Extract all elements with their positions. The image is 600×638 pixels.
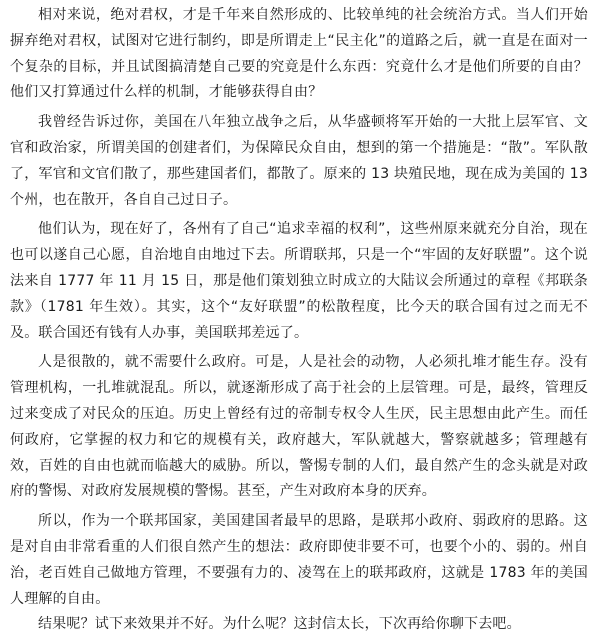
paragraph-1: 相对来说，绝对君权，才是千年来自然形成的、比较单纯的社会统治方式。当人们开始摒弃绝对君权，试图对它进行制约，即是所谓走上“民主化”的道路之后，就一直是在面对一个复杂的目标，并且试图搞清楚自己要的究竟是什么东西：究竟什么才是他们所要的自由？他们又打算通过什么样的机制，才能够获得自由？: [10, 7, 588, 101]
paragraph-6: 结果呢？试下来效果并不好。为什么呢？这封信太长，下次再给你聊下去吧。: [38, 616, 521, 633]
paragraph-3: 他们认为，现在好了，各州有了自己“追求幸福的权利”，这些州原来就充分自治，现在也可以遂自己心愿，自治地自由地过下去。所谓联邦，只是一个“牢固的友好联盟”。这个说法来自 1777 年 11 月 15 日，那是他们策划独立时成立的大陆议会所通过的章程《邦联条款》（1781 年生效）。其实，这个“友好联盟”的松散程度，比今天的联合国有过之而无不及。联合国还有钱有人办事，美国联邦差远了。: [10, 221, 588, 341]
article-body: [10, 3, 588, 638]
paragraph-5: 所以，作为一个联邦国家，美国建国者最早的思路，是联邦小政府、弱政府的思路。这是对自由非常看重的人们很自然产生的想法：政府即使非要不可，也要个小的、弱的。州自治，老百姓自己做地方管理，不要强有力的、凌驾在上的联邦政府，这就是 1783 年的美国人理解的自由。: [10, 513, 588, 607]
paragraph-4: 人是很散的，就不需要什么政府。可是，人是社会的动物，人必须扎堆才能生存。没有管理机构，一扎堆就混乱。所以，就逐渐形成了高于社会的上层管理。可是，最终，管理反过来变成了对民众的压迫。历史上曾经有过的帝制专权令人生厌，民主思想由此产生。而任何政府，它掌握的权力和它的规模有关，政府越大，军队就越大，警察就越多；管理越有效，百姓的自由也就而临越大的威胁。所以，警惕专制的人们，最自然产生的念头就是对政府的警惕、对政府发展规模的警惕。甚至，产生对政府本身的厌弃。: [10, 354, 588, 500]
paragraph-2: 我曾经告诉过你，美国在八年独立战争之后，从华盛顿将军开始的一大批上层军官、文官和政治家，所谓美国的创建者们，为保障民众自由，想到的第一个措施是：“散”。军队散了，军官和文官们散了，那些建国者们，都散了。原来的 13 块殖民地，现在成为美国的 13 个州，也在散开，各自自己过日子。: [10, 114, 588, 208]
